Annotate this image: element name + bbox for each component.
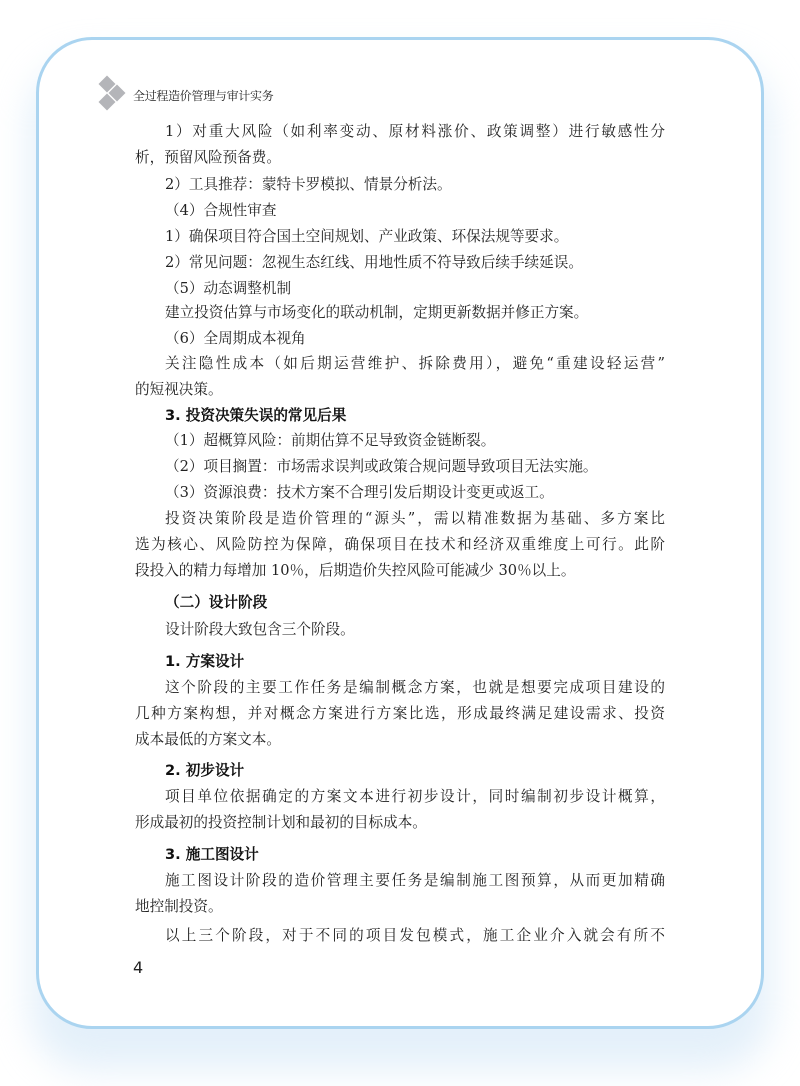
text-line: 1）确保项目符合国土空间规划、产业政策、环保法规等要求。 <box>165 228 569 245</box>
section-heading: 3. 投资决策失误的常见后果 <box>165 407 347 424</box>
text-line: （1）超概算风险：前期估算不足导致资金链断裂。 <box>165 432 496 449</box>
section-heading: 1. 方案设计 <box>165 653 245 670</box>
text-line: 地控制投资。 <box>135 898 223 915</box>
text-line: 1）对重大风险（如利率变动、原材料涨价、政策调整）进行敏感性分 <box>165 123 665 140</box>
text-line: 施工图设计阶段的造价管理主要任务是编制施工图预算，从而更加精确 <box>165 872 665 889</box>
text-line: 关注隐性成本（如后期运营维护、拆除费用），避免“重建设轻运营” <box>165 355 665 372</box>
text-line: 的短视决策。 <box>135 381 223 398</box>
section-heading: （二）设计阶段 <box>165 594 268 611</box>
text-line: 析，预留风险预备费。 <box>135 149 281 166</box>
book-title: 全过程造价管理与审计实务 <box>133 89 274 103</box>
text-line: 投资决策阶段是造价管理的“源头”，需以精准数据为基础、多方案比 <box>165 510 665 527</box>
text-line: （3）资源浪费：技术方案不合理引发后期设计变更或返工。 <box>165 484 554 501</box>
page-number: 4 <box>133 958 144 977</box>
text-line: 2）工具推荐：蒙特卡罗模拟、情景分析法。 <box>165 176 452 193</box>
text-line: （6）全周期成本视角 <box>165 330 306 347</box>
text-line: （2）项目搁置：市场需求误判或政策合规问题导致项目无法实施。 <box>165 458 598 475</box>
text-line: 建立投资估算与市场变化的联动机制，定期更新数据并修正方案。 <box>165 304 589 321</box>
text-line: 形成最初的投资控制计划和最初的目标成本。 <box>135 814 427 831</box>
text-line: 项目单位依据确定的方案文本进行初步设计，同时编制初步设计概算， <box>165 788 665 805</box>
text-line: 这个阶段的主要工作任务是编制概念方案，也就是想要完成项目建设的 <box>165 679 665 696</box>
section-heading: 2. 初步设计 <box>165 762 245 779</box>
text-line: 段投入的精力每增加 10％，后期造价失控风险可能减少 30％以上。 <box>135 562 576 579</box>
text-line: 选为核心、风险防控为保障，确保项目在技术和经济双重维度上可行。此阶 <box>135 536 665 553</box>
text-line: 设计阶段大致包含三个阶段。 <box>165 621 355 638</box>
text-line: 2）常见问题：忽视生态红线、用地性质不符导致后续手续延误。 <box>165 254 583 271</box>
section-heading: 3. 施工图设计 <box>165 846 259 863</box>
text-line: 几种方案构想，并对概念方案进行方案比选，形成最终满足建设需求、投资 <box>135 705 665 722</box>
text-line: 以上三个阶段，对于不同的项目发包模式，施工企业介入就会有所不 <box>165 927 665 944</box>
text-line: （4）合规性审查 <box>165 202 277 219</box>
text-line: 成本最低的方案文本。 <box>135 731 281 748</box>
text-line: （5）动态调整机制 <box>165 280 292 297</box>
